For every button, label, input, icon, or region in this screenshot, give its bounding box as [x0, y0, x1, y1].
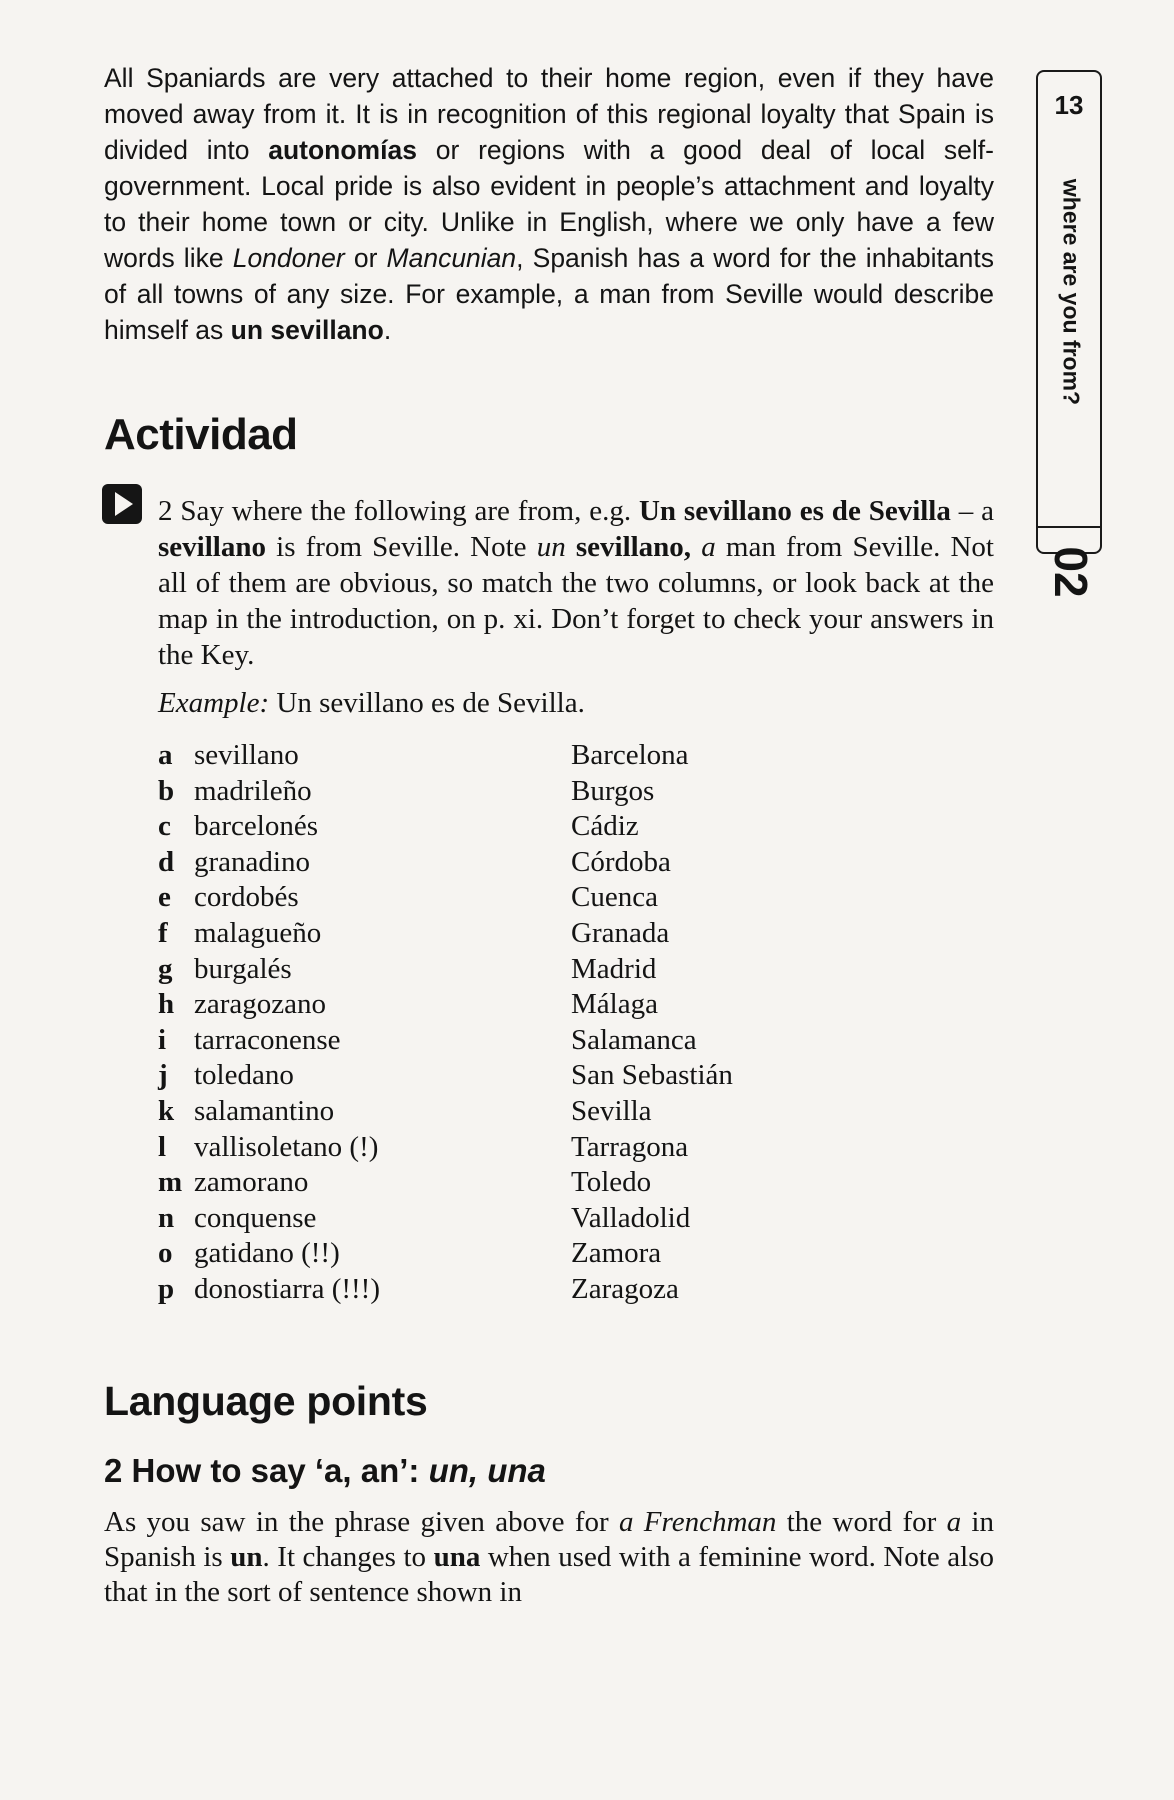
- demonym-item: j toledano: [158, 1059, 294, 1092]
- demonym-item: l vallisoletano (!): [158, 1130, 379, 1163]
- demonym-item: h zaragozano: [158, 988, 327, 1021]
- activity-instructions: 2 Say where the following are from, e.g. Un sevillano es de Sevilla – a sevillano is from Seville. Note un sevillano, a man from Seville. Not all of them are obvious, so match the two columns, or look back at the map in the introduction, on p. xi. Don’t forget to check your answers in the Key.: [158, 495, 995, 671]
- language-points-body: As you saw in the phrase given above for a Frenchman the word for a in Spanish is un. It changes to una when used with a feminine word. Note also that in the sort of sentence shown in: [104, 1506, 994, 1608]
- term-un-sevillano: un sevillano: [230, 315, 384, 345]
- city-item: Zamora: [571, 1237, 662, 1270]
- demonym-item: k salamantino: [158, 1094, 335, 1127]
- city-item: Granada: [571, 916, 670, 949]
- language-points-heading: Language points: [104, 1378, 428, 1424]
- demonym-item: n conquense: [158, 1201, 317, 1234]
- page-number: 13: [1054, 90, 1084, 120]
- tab-divider: [1038, 526, 1100, 528]
- city-item: Tarragona: [571, 1130, 689, 1163]
- example-sentence: Un sevillano es de Sevilla.: [269, 687, 585, 719]
- chapter-side-tab: [1036, 70, 1102, 598]
- term-londoner: Londoner: [232, 243, 345, 273]
- city-item: Valladolid: [571, 1201, 691, 1234]
- city-item: Barcelona: [571, 739, 689, 771]
- activity-example: [158, 685, 585, 721]
- audio-play-icon[interactable]: [100, 482, 144, 526]
- intro-paragraph: All Spaniards are very attached to their home region, even if they have moved away from it. It is in recognition of this regional loyalty that Spain is divided into autonomías or regions with a good deal of local self-government. Local pride is also evident in people’s attachment and loyalty to their home town or city. Unlike in English, where we only have a few words like Londoner or Mancunian, Spanish has a word for the inhabitants of all towns of any size. For example, a man from Seville would describe himself as un sevillano.: [104, 63, 994, 345]
- demonym-item: i tarraconense: [158, 1023, 341, 1056]
- demonym-item: b madrileño: [158, 774, 312, 807]
- term-mancunian: Mancunian: [386, 243, 517, 273]
- city-item: Madrid: [571, 952, 657, 985]
- demonym-item: e cordobés: [158, 881, 299, 914]
- demonym-item: c barcelonés: [158, 810, 318, 843]
- activity-heading: Actividad: [104, 410, 298, 459]
- demonym-item: p donostiarra (!!!): [158, 1272, 380, 1305]
- city-item: Salamanca: [571, 1023, 697, 1056]
- city-item: Zaragoza: [571, 1272, 679, 1305]
- demonym-item: m zamorano: [158, 1166, 309, 1199]
- demonym-item: f malagueño: [158, 916, 322, 949]
- demonym-item: o gatidano (!!): [158, 1237, 340, 1270]
- city-item: Sevilla: [571, 1094, 652, 1127]
- activity-number: 2: [158, 495, 173, 527]
- city-item: Cádiz: [571, 810, 639, 843]
- language-points-subheading: 2 How to say ‘a, an’: un, una: [104, 1452, 546, 1489]
- demonym-item: a sevillano: [158, 739, 299, 771]
- city-item: Málaga: [571, 988, 658, 1021]
- demonym-item: d granadino: [158, 845, 310, 878]
- chapter-title: where are you from?: [1058, 178, 1085, 406]
- city-item: Cuenca: [571, 881, 658, 914]
- city-item: Burgos: [571, 774, 655, 807]
- example-label: Example:: [158, 687, 270, 719]
- city-item: Córdoba: [571, 845, 671, 878]
- term-autonomias: autonomías: [268, 135, 417, 165]
- demonym-list: [158, 738, 558, 1308]
- city-item: Toledo: [571, 1166, 652, 1199]
- unit-number: 02: [1045, 546, 1097, 598]
- demonym-item: g burgalés: [158, 952, 292, 985]
- city-item: San Sebastián: [571, 1059, 733, 1092]
- city-list: [571, 738, 991, 1308]
